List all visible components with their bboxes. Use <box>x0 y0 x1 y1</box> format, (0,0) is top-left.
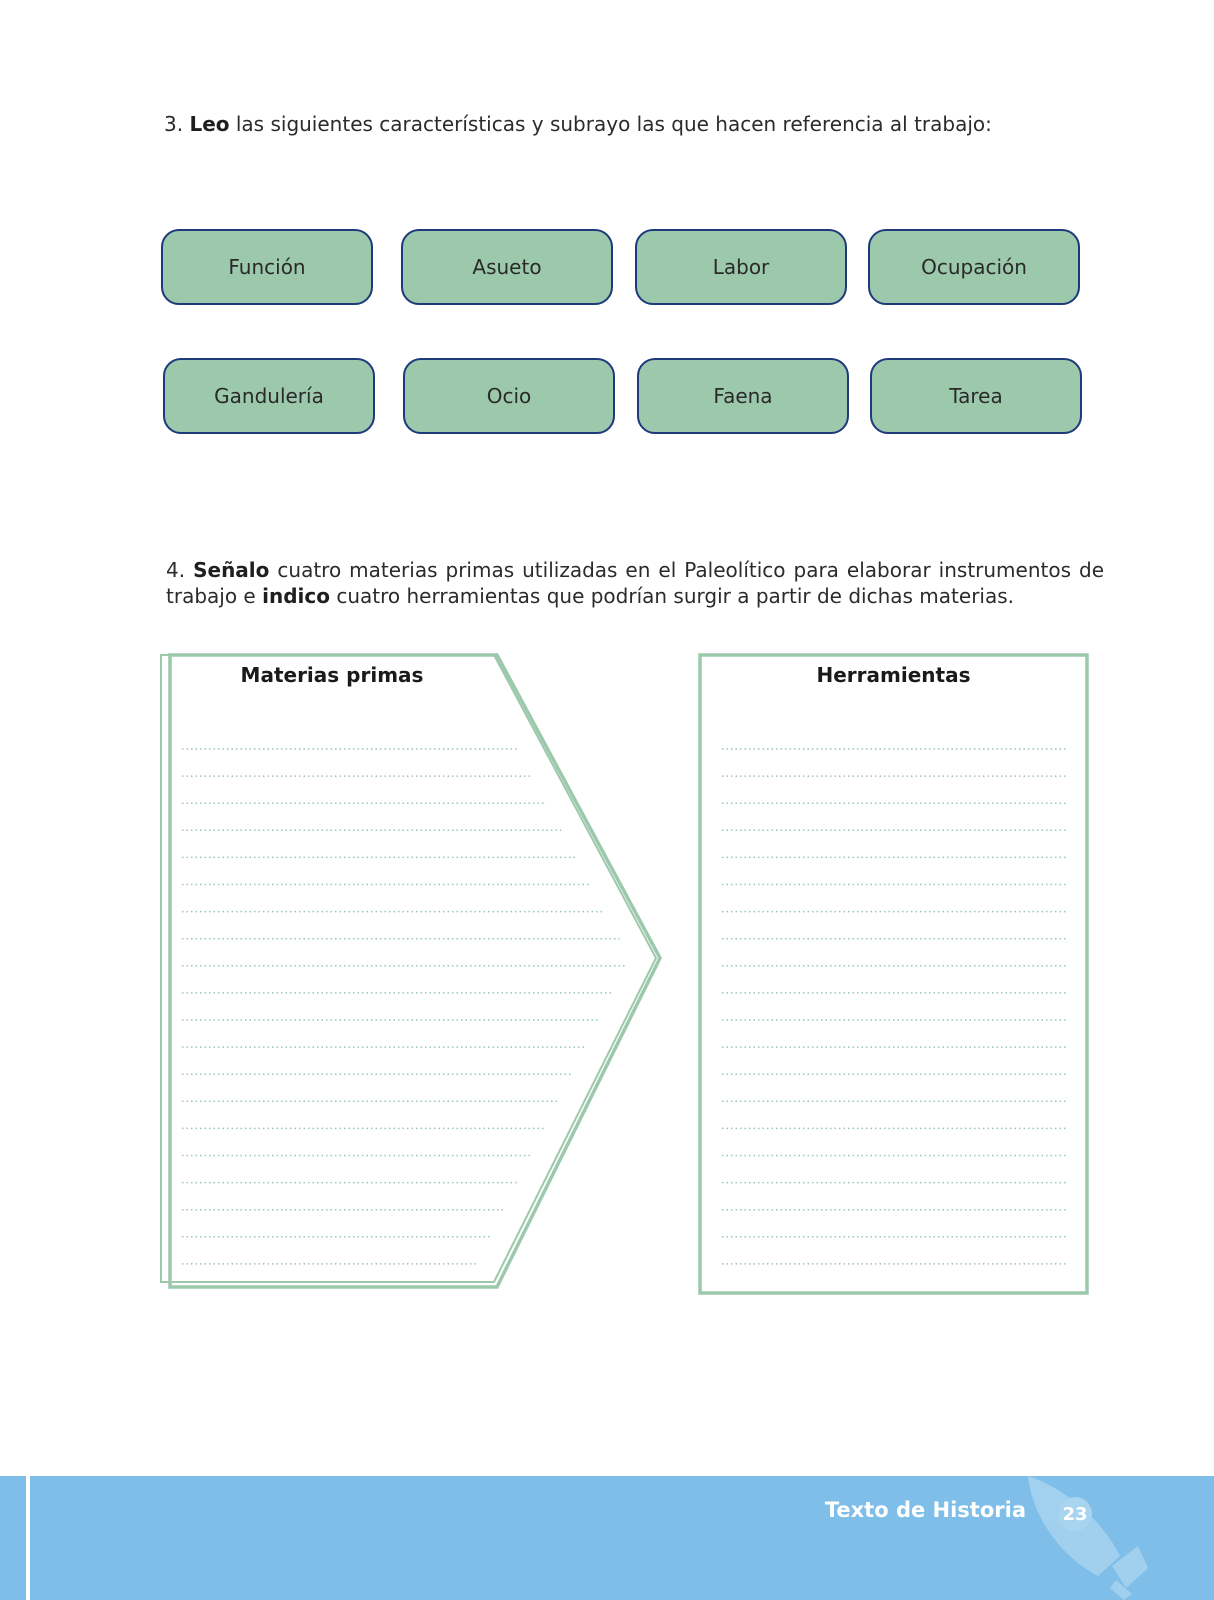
raw-materials-writing-lines[interactable] <box>182 749 626 1264</box>
arrow-shape <box>170 655 660 1287</box>
question-4-verb-1: Señalo <box>193 558 270 582</box>
word-label: Labor <box>712 255 770 279</box>
tools-box <box>700 655 1087 1293</box>
word-label: Tarea <box>949 384 1003 408</box>
word-label: Ocupación <box>921 255 1027 279</box>
question-3-verb: Leo <box>189 112 230 136</box>
question-4-verb-2: indico <box>262 584 330 608</box>
tools-title: Herramientas <box>816 663 971 687</box>
rocket-icon <box>1020 1476 1160 1600</box>
question-4-text-2: cuatro herramientas que podrían surgir a partir de dichas materias. <box>329 584 1015 608</box>
question-4-number: 4. <box>166 558 186 582</box>
question-3-text: las siguientes características y subrayo las que hacen referencia al trabajo: <box>229 112 992 136</box>
page-footer <box>0 1476 1214 1600</box>
tools-writing-lines[interactable] <box>722 749 1068 1264</box>
word-label: Función <box>228 255 306 279</box>
word-label: Faena <box>713 384 773 408</box>
question-4-text-1: cuatro materias primas utilizadas en el Paleolítico para elaborar instrumentos de trabajo e <box>166 558 1105 608</box>
raw-materials-title: Materias primas <box>240 663 424 687</box>
word-label: Ocio <box>486 384 532 408</box>
word-label: Gandulería <box>214 384 324 408</box>
footer-book-title: Texto de Historia <box>824 1498 1026 1522</box>
word-label: Asueto <box>472 255 542 279</box>
page-number: 23 <box>1058 1497 1092 1531</box>
footer-stripe <box>26 1476 30 1600</box>
question-3-number: 3. <box>164 112 184 136</box>
